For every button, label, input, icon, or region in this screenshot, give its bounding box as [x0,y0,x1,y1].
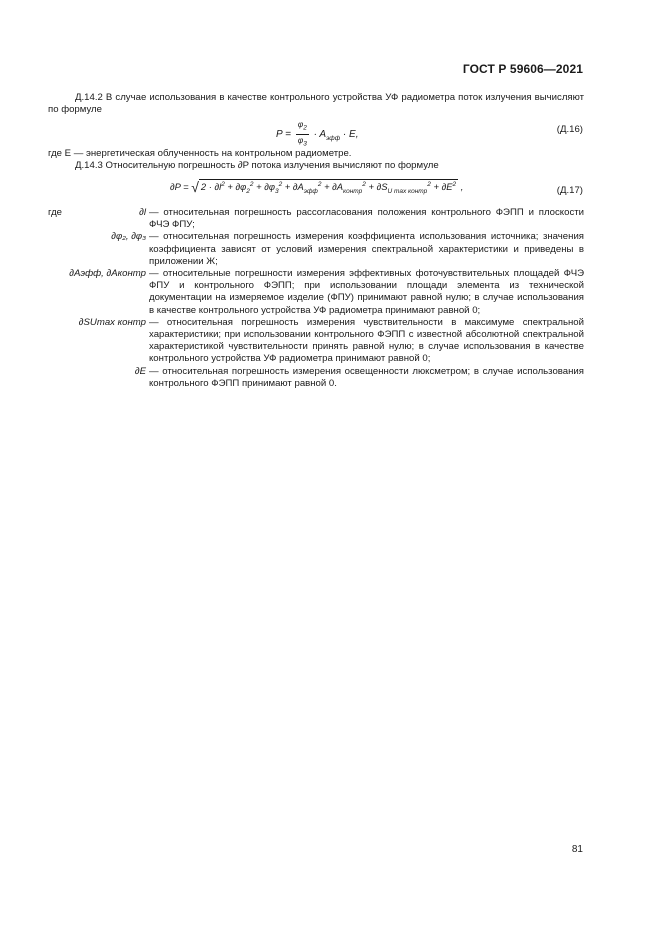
fraction-denominator: φ [297,134,304,145]
fraction-numerator: φ [297,119,304,129]
formula-d17-radicand [199,179,458,195]
term-ds-sub: U max контр [387,188,428,195]
definition-symbol: ∂E [134,365,146,377]
term-dacontr-sup: 2 [362,181,366,188]
equation-number-d17: (Д.17) [556,185,583,196]
term-dphi3-sup: 2 [278,181,283,188]
definition-text: — относительная погрешность измерения чувствительности в максимуме спектральной характеристики; при использовании контрольного ФЭПП с известной абсолютной спектральной характеристикой чувствительности принять равной нулю; в случае использования в качестве контрольного устройства УФ радиометра принимают равной 0; [149,316,584,365]
term-dl-sup: 2 [221,181,225,188]
definition-item [48,231,584,268]
definitions-list [48,207,584,390]
formula-d16 [276,119,358,149]
term-dacontr-sub: контр [343,188,363,195]
formula-d16-area-subscript: эфф [326,134,341,142]
numerator-subscript: 2 [303,124,307,132]
page-number: 81 [571,844,583,855]
formula-d17-lhs: ∂P = [170,181,189,193]
term-de: + ∂E [433,181,453,193]
definition-text: — относительная погрешность измерения коэффициента использования источника; значения коэффициента зависят от условий измерения спектральной характеристики и приведены в приложении Ж; [149,231,584,267]
term-daeff: + ∂A [284,181,304,193]
term-dacontr: + ∂A [324,181,344,193]
definition-text: — относительные погрешности измерения эффективных фоточувствительных площадей ФЧЭ ФПУ и контрольного ФЭПП; при использовании площади элемента из технической документации на измеряемое изделие (ФПУ) принимают равной нулю; в случае использования в качестве контрольного устройства УФ радиометра принимают равной 0; [149,268,584,316]
formula-d16-tail: · E, [342,128,359,140]
equation-number-d16: (Д.16) [556,124,583,135]
term-dphi3-sub: 3 [274,188,279,195]
definition-text: — относительная погрешность рассогласования положения контрольного ФЭПП и плоскости ФЧЭ ФПУ; [149,207,584,231]
formula-d16-fraction [296,119,309,149]
formula-d17-tail: , [458,181,464,193]
term-dl: 2 · ∂l [200,181,222,193]
formula-d17 [170,179,463,195]
formula-d16-area: · A [313,128,327,140]
standard-header: ГОСТ Р 59606—2021 [462,62,583,76]
where-e-line: где E — энергетическая облученность на контрольном радиометре. [48,148,352,159]
term-dphi2: + ∂φ [227,181,247,193]
paragraph-d14-2: Д.14.2 В случае использования в качестве контрольного устройства УФ радиометра поток излучения вычисляют по формуле [48,92,584,116]
definition-text: — относительная погрешность измерения освещенности люксметром; в случае использования контрольного ФЭПП принимают равной 0. [149,365,584,389]
definition-item [48,366,584,390]
denominator-subscript: 3 [303,140,307,148]
definition-item [48,317,584,366]
definition-item [48,207,584,231]
definition-symbol: ∂SUmax контр [78,316,146,328]
definition-item [48,268,584,317]
radical-sign: √ [191,179,199,196]
formula-d16-lhs: P = [276,128,291,140]
term-ds-sup: 2 [427,181,431,188]
definition-symbol: ∂Aэфф, ∂Aконтр [69,268,146,280]
term-de-sup: 2 [452,181,457,188]
term-dphi2-sub: 2 [246,188,250,195]
term-ds: + ∂S [368,181,388,193]
term-daeff-sub: эфф [303,188,318,195]
definition-symbol: ∂φ₂, ∂φ₃ [111,231,146,243]
term-daeff-sup: 2 [317,181,322,188]
term-dphi3: + ∂φ [256,181,275,193]
where-label: где [48,207,63,218]
paragraph-d14-3: Д.14.3 Относительную погрешность ∂P потока излучения вычисляют по формуле [75,160,439,171]
definition-symbol: ∂l [139,207,146,218]
term-dphi2-sup: 2 [249,181,254,188]
